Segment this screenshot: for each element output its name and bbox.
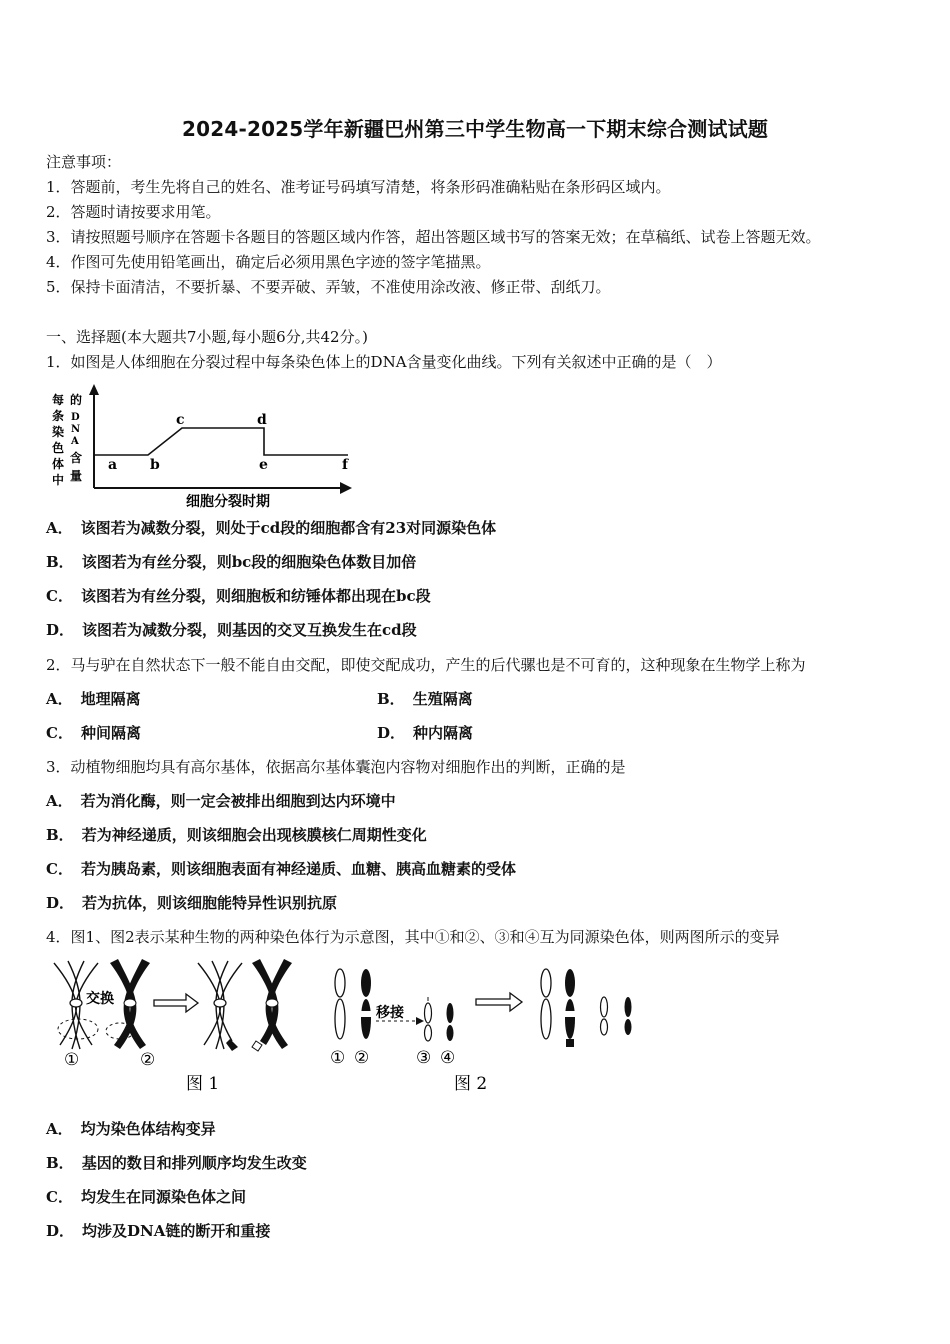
y-label-char: 体: [52, 457, 65, 471]
y-label-char: 色: [52, 441, 65, 455]
exchange-label: 交换: [86, 991, 114, 1007]
figure-1-result-left: [198, 961, 242, 1051]
point-label-b: b: [150, 457, 160, 473]
y-axis-arrow: [89, 384, 99, 395]
y-label-char: D: [71, 412, 80, 423]
y-label-char: 中: [52, 473, 65, 487]
question-stem: 2．马与驴在自然状态下一般不能自由交配，即使交配成功，产生的后代骡也是不可育的，这种现象在生物学上称为: [46, 656, 806, 674]
arrow-2: [476, 993, 522, 1011]
option-d: D． 种内隔离: [377, 724, 474, 742]
y-label-char: A: [71, 436, 79, 447]
y-label-char: 的: [70, 393, 83, 407]
option-a: A． 均为染色体结构变异: [46, 1120, 216, 1138]
dna-curve: [94, 428, 348, 455]
notice-item: 1．答题前，考生先将自己的姓名、准考证号码填写清楚，将条形码准确粘贴在条形码区域内。: [46, 178, 671, 196]
figure-2-caption: 图 2: [454, 1074, 488, 1094]
arrow-1: [154, 994, 198, 1012]
x-axis-arrow: [340, 482, 352, 494]
question-stem: 1．如图是人体细胞在分裂过程中每条染色体上的DNA含量变化曲线。下列有关叙述中正确的是（ ）: [46, 353, 722, 371]
page-title: 2024-2025学年新疆巴州第三中学生物高一下期末综合测试试题: [181, 117, 769, 141]
marker-3: ③: [416, 1048, 432, 1068]
option-c: C． 均发生在同源染色体之间: [46, 1188, 246, 1206]
option-c: C． 种间隔离: [46, 724, 141, 742]
y-label-char: 含: [70, 451, 83, 465]
y-label-char: 每: [52, 393, 65, 407]
option-c: C． 若为胰岛素，则该细胞表面有神经递质、血糖、胰高血糖素的受体: [46, 860, 516, 878]
y-label-char: 染: [52, 425, 65, 439]
marker-2: ②: [354, 1048, 370, 1068]
notice-item: 5．保持卡面清洁，不要折暴、不要弄破、弄皱，不准使用涂改液、修正带、刮纸刀。: [46, 278, 611, 296]
notice-item: 2．答题时请按要求用笔。: [46, 203, 221, 221]
x-axis-label: 细胞分裂时期: [186, 494, 270, 510]
question-stem: 3．动植物细胞均具有高尔基体，依据高尔基体囊泡内容物对细胞作出的判断，正确的是: [46, 758, 626, 776]
y-label-char: N: [71, 424, 81, 435]
option-c: C． 该图若为有丝分裂，则细胞板和纺锤体都出现在bc段: [46, 587, 431, 605]
option-b: B． 基因的数目和排列顺序均发生改变: [46, 1154, 307, 1172]
option-b: B． 若为神经递质，则该细胞会出现核膜核仁周期性变化: [46, 826, 427, 844]
notice-heading: 注意事项：: [46, 153, 122, 171]
point-label-c: c: [176, 412, 185, 428]
point-label-f: f: [342, 457, 349, 473]
point-label-d: d: [257, 412, 267, 428]
y-axis-label: [51, 392, 82, 487]
figure-2-result: [541, 969, 632, 1047]
notice-item: 4．作图可先使用铅笔画出，确定后必须用黑色字迹的签字笔描黑。: [46, 253, 491, 271]
option-a: A． 地理隔离: [46, 690, 141, 708]
dna-content-graph: [46, 382, 366, 510]
marker-4: ④: [440, 1048, 456, 1068]
notice-item: 3．请按照题号顺序在答题卡各题目的答题区域内作答，超出答题区域书写的答案无效；在草稿纸、试卷上答题无效。: [46, 228, 821, 246]
figure-1-caption: 图 1: [186, 1074, 220, 1094]
question-stem: 4．图1、图2表示某种生物的两种染色体行为示意图，其中①和②、③和④互为同源染色体，则两图所示的变异: [46, 928, 780, 946]
point-label-e: e: [259, 457, 268, 473]
figure-1-result-right: [252, 959, 292, 1051]
option-d: D． 该图若为减数分裂，则基因的交叉互换发生在cd段: [46, 621, 417, 639]
option-b: B． 该图若为有丝分裂，则bc段的细胞染色体数目加倍: [46, 553, 417, 571]
option-d: D． 均涉及DNA链的断开和重接: [46, 1222, 271, 1240]
section-heading: 一、选择题(本大题共7小题,每小题6分,共42分。): [46, 328, 368, 346]
chromosome-figure: [46, 955, 646, 1100]
option-b: B． 生殖隔离: [377, 690, 473, 708]
marker-1: ①: [330, 1048, 346, 1068]
move-label: 移接: [376, 1005, 404, 1021]
marker-1: ①: [64, 1050, 80, 1070]
option-a: A． 若为消化酶，则一定会被排出细胞到达内环境中: [46, 792, 396, 810]
option-d: D． 若为抗体，则该细胞能特异性识别抗原: [46, 894, 338, 912]
option-a: A． 该图若为减数分裂，则处于cd段的细胞都含有23对同源染色体: [46, 519, 497, 537]
marker-2: ②: [140, 1050, 156, 1070]
y-label-char: 量: [70, 469, 83, 483]
point-label-a: a: [108, 457, 118, 473]
y-label-char: 条: [52, 409, 65, 423]
